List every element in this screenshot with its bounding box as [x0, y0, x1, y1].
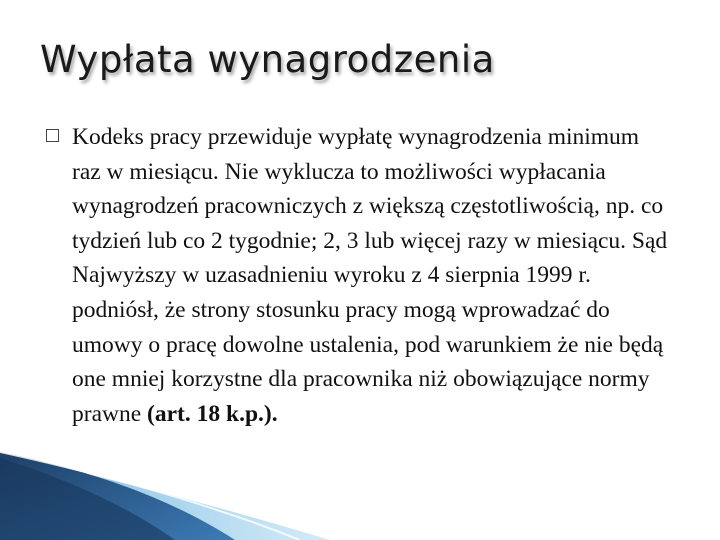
slide-title: Wypłata wynagrodzenia	[40, 38, 495, 81]
bullet-emphasis: (art. 18 k.p.).	[147, 400, 278, 427]
square-bullet-icon	[46, 129, 72, 143]
bullet-paragraph	[72, 120, 672, 431]
decorative-wave-graphic	[0, 440, 720, 540]
bullet-list-item	[46, 120, 686, 431]
bullet-text: Kodeks pracy przewiduje wypłatę wynagrodzenia minimum raz w miesiącu. Nie wyklucza to możliwości wypłacania wynagrodzeń pracowniczych z większą częstotliwością, np. co tydzień lub co 2 tygodnie; 2, 3 lub więcej razy w miesiącu. Sąd Najwyższy w uzasadnieniu wyroku z 4 sierpnia 1999 r. podniósł, że strony stosunku pracy mogą wprowadzać do umowy o pracę dowolne ustalenia, pod warunkiem że nie będą one mniej korzystne dla pracownika niż obowiązujące normy prawne	[72, 124, 668, 427]
